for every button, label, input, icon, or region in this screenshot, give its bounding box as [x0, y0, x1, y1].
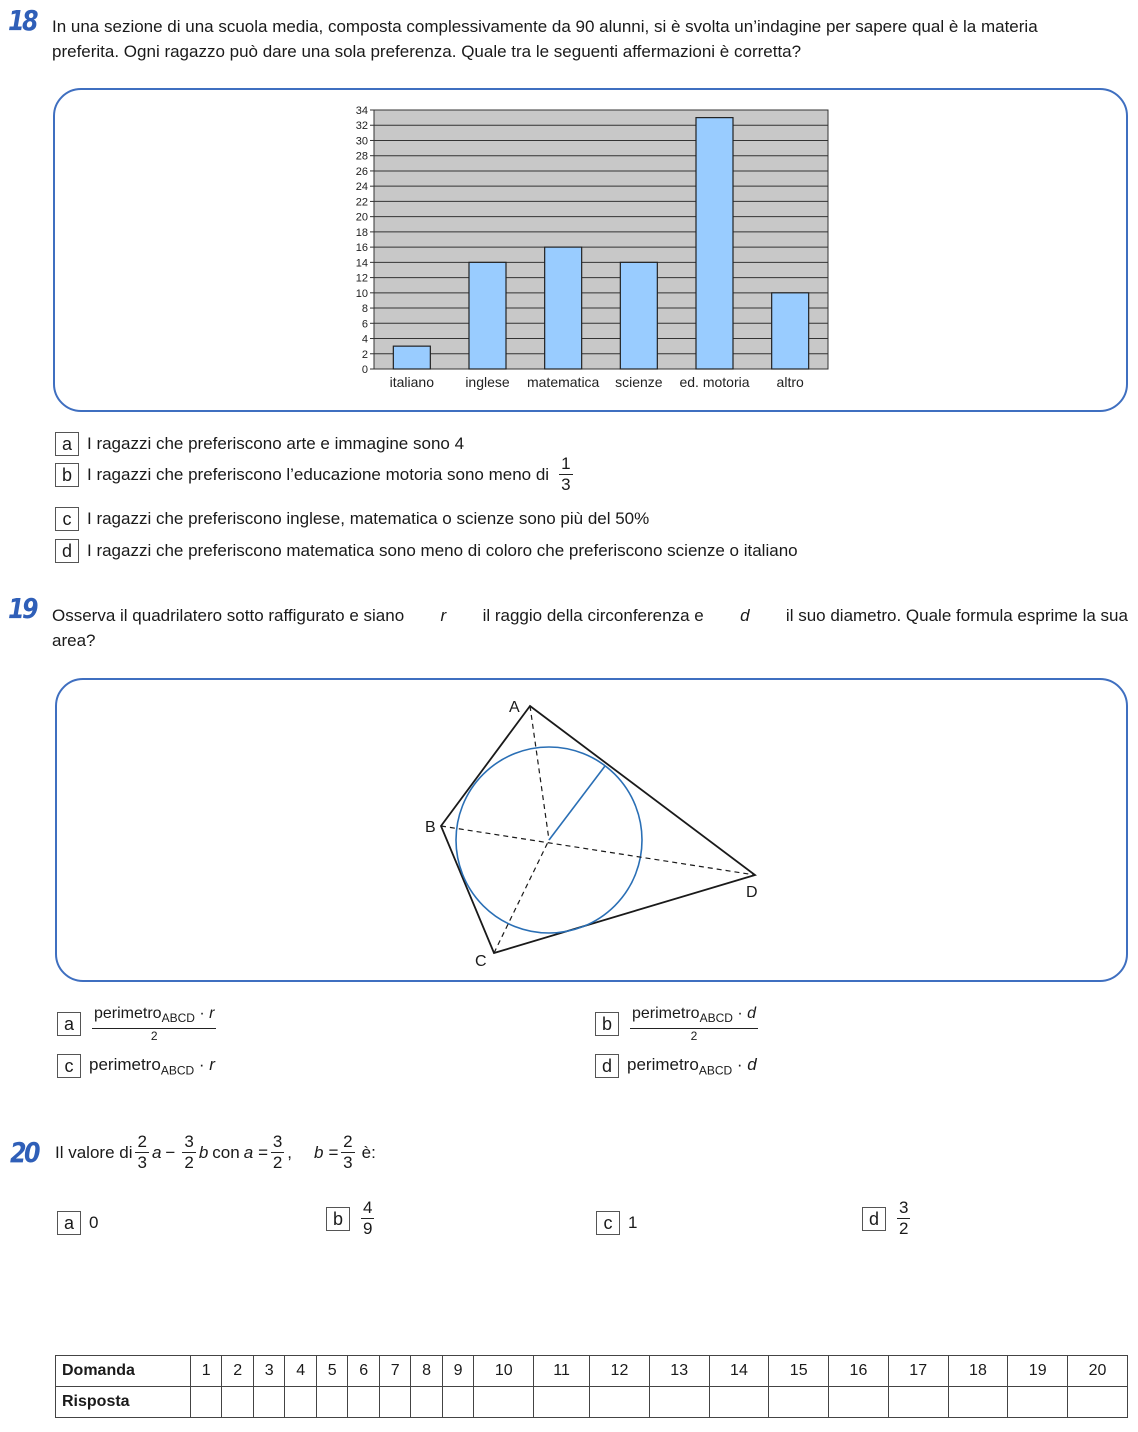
formula-var: d: [747, 1054, 757, 1074]
answer-cell[interactable]: [948, 1387, 1008, 1418]
formula-subscript: ABCD: [698, 1063, 733, 1078]
fraction-denominator: 2: [899, 1219, 909, 1238]
q20-option-b[interactable]: [326, 1198, 377, 1239]
answer-cell[interactable]: [534, 1387, 590, 1418]
option-letter-box: a: [57, 1012, 81, 1036]
x-category-label: scienze: [615, 374, 663, 390]
q19-var-d: d: [740, 606, 750, 625]
option-letter-box: a: [57, 1211, 81, 1235]
question-number-cell: 14: [709, 1356, 769, 1387]
option-fraction: [361, 1198, 374, 1239]
answer-cell[interactable]: [1008, 1387, 1068, 1418]
formula-subscript: ABCD: [160, 1063, 195, 1078]
question-number-cell: 3: [253, 1356, 284, 1387]
bar-italiano: [393, 346, 430, 369]
q20-prefix: Il valore di: [55, 1142, 133, 1162]
bisector-b: [441, 826, 755, 875]
bar-inglese: [469, 262, 506, 369]
formula-denominator: 2: [150, 1029, 158, 1044]
fraction-denominator: 3: [343, 1153, 353, 1172]
formula-dot: ·: [732, 1005, 748, 1022]
formula-denominator: 2: [690, 1029, 698, 1044]
answer-cell[interactable]: [222, 1387, 253, 1418]
y-tick-label: 20: [355, 211, 368, 224]
q20-fraction-2: [182, 1132, 195, 1173]
fraction-denominator: 3: [137, 1153, 147, 1172]
fraction-one-third: [559, 454, 572, 495]
geometry-panel: [55, 678, 1128, 982]
formula-dot: ·: [194, 1005, 210, 1022]
option-letter-box: b: [326, 1207, 350, 1231]
y-tick-label: 26: [355, 165, 368, 178]
formula-subscript: ABCD: [699, 1011, 733, 1026]
question-number-20: 20: [10, 1136, 39, 1169]
quadrilateral-abcd: [441, 706, 755, 953]
formula-numerator: [92, 1004, 216, 1029]
question-19-line-2: area?: [52, 631, 96, 650]
quadrilateral-figure: [57, 680, 1126, 980]
option-letter-box: b: [595, 1012, 619, 1036]
question-number-cell: 12: [590, 1356, 650, 1387]
question-18-text: [52, 14, 1132, 64]
formula-base: perimetro: [627, 1054, 699, 1074]
answer-cell[interactable]: [348, 1387, 379, 1418]
answer-cell[interactable]: [649, 1387, 709, 1418]
question-number-row: [56, 1356, 1128, 1387]
answer-cell[interactable]: [709, 1387, 769, 1418]
q20-option-c[interactable]: [596, 1211, 637, 1235]
question-number-cell: 20: [1068, 1356, 1128, 1387]
fraction-numerator: 3: [272, 1132, 283, 1151]
x-category-label: altro: [776, 374, 804, 390]
fraction-denominator: 3: [561, 475, 571, 494]
answer-grid: [55, 1355, 1128, 1418]
x-category-label: inglese: [465, 374, 510, 390]
y-tick-label: 28: [355, 150, 368, 163]
answer-cell[interactable]: [829, 1387, 889, 1418]
vertex-label-a: A: [509, 699, 520, 716]
fraction-denominator: 2: [184, 1153, 194, 1172]
vertex-label-c: C: [475, 953, 487, 970]
q20-comma: ,: [287, 1142, 293, 1162]
fraction-numerator: 2: [343, 1132, 353, 1151]
question-number-cell: 6: [348, 1356, 379, 1387]
answer-cell[interactable]: [590, 1387, 650, 1418]
question-number-cell: 16: [829, 1356, 889, 1387]
y-tick-label: 4: [361, 333, 368, 346]
question-number-cell: 15: [769, 1356, 829, 1387]
formula-base: perimetro: [632, 1005, 700, 1022]
q20-minus: −: [165, 1142, 176, 1162]
plot-area: [374, 110, 828, 369]
q20-fraction-4: [341, 1132, 354, 1173]
formula-fraction: [92, 1004, 216, 1043]
option-value: 1: [628, 1213, 638, 1232]
q20-b-equals: b =: [314, 1142, 339, 1162]
option-letter-box: c: [55, 507, 79, 531]
bar-altro: [772, 293, 809, 369]
question-number-cell: 9: [442, 1356, 473, 1387]
question-number-cell: 2: [222, 1356, 253, 1387]
fraction-numerator: 4: [363, 1198, 373, 1217]
formula: [89, 1055, 215, 1077]
bar-chart: [55, 90, 1126, 410]
q20-with: con: [212, 1142, 240, 1162]
question-18-line-1: In una sezione di una scuola media, composta complessivamente da 90 alunni, si è svolta un’indagine per sapere qual è la materia: [52, 17, 1038, 36]
option-letter-box: d: [595, 1054, 619, 1078]
question-19-line-1: [52, 603, 1128, 628]
q19-option-c[interactable]: [57, 1054, 215, 1078]
q20-fraction-1: [135, 1132, 148, 1173]
option-letter-box: c: [57, 1054, 81, 1078]
question-number-cell: 8: [411, 1356, 442, 1387]
bar-ed-motoria: [696, 118, 733, 369]
question-number-cell: 11: [534, 1356, 590, 1387]
vertex-label-b: B: [425, 819, 436, 836]
formula-var: d: [747, 1005, 757, 1022]
q19-text-part-3: il suo diametro. Quale formula esprime la sua: [785, 606, 1128, 625]
formula-subscript: ABCD: [161, 1011, 195, 1026]
formula-fraction: [630, 1004, 758, 1043]
option-value: 0: [89, 1213, 99, 1232]
option-letter-box: a: [55, 432, 79, 456]
chart-panel: [53, 88, 1128, 412]
x-category-label: italiano: [389, 374, 435, 390]
q19-text-part-2: il raggio della circonferenza e: [482, 606, 704, 625]
answer-cell[interactable]: [1068, 1387, 1128, 1418]
answer-cell[interactable]: [474, 1387, 534, 1418]
formula-var: r: [209, 1005, 215, 1022]
option-text: I ragazzi che preferiscono matematica sono meno di coloro che preferiscono scienze o italiano: [87, 541, 798, 560]
q19-option-a[interactable]: [57, 1004, 219, 1043]
vertex-label-d: D: [746, 884, 758, 901]
answer-cell[interactable]: [411, 1387, 442, 1418]
formula: [627, 1055, 757, 1077]
formula-dot: ·: [194, 1054, 210, 1074]
y-tick-label: 30: [355, 135, 368, 148]
option-letter-box: c: [596, 1211, 620, 1235]
q20-fraction-3: [271, 1132, 284, 1173]
fraction-denominator: 2: [272, 1153, 283, 1172]
answer-cell[interactable]: [285, 1387, 316, 1418]
y-tick-label: 16: [355, 242, 368, 255]
y-tick-label: 2: [361, 348, 368, 361]
answer-cell[interactable]: [888, 1387, 948, 1418]
question-number-cell: 13: [649, 1356, 709, 1387]
answer-cell[interactable]: [316, 1387, 347, 1418]
x-category-label: ed. motoria: [679, 374, 750, 390]
question-number-cell: 17: [888, 1356, 948, 1387]
fraction-denominator: 9: [363, 1219, 373, 1238]
answer-cell[interactable]: [769, 1387, 829, 1418]
option-letter-box: d: [55, 539, 79, 563]
option-text: I ragazzi che preferiscono l’educazione motoria sono meno di: [87, 464, 550, 484]
formula-base: perimetro: [89, 1054, 161, 1074]
q18-option-d[interactable]: [55, 539, 798, 563]
formula-base: perimetro: [94, 1005, 162, 1022]
q19-option-b[interactable]: [595, 1004, 761, 1043]
y-tick-label: 14: [355, 257, 368, 270]
fraction-numerator: 3: [184, 1132, 194, 1151]
y-tick-label: 32: [355, 120, 368, 133]
bisector-c: [494, 840, 549, 953]
question-number-cell: 10: [474, 1356, 534, 1387]
q20-option-d[interactable]: [862, 1198, 913, 1239]
question-20-text: [55, 1132, 376, 1173]
radius-segment: [549, 766, 605, 840]
q20-option-a[interactable]: [57, 1211, 98, 1235]
q18-option-c[interactable]: [55, 507, 649, 531]
bar-scienze: [620, 262, 657, 369]
answer-cell[interactable]: [253, 1387, 284, 1418]
question-number-cell: 4: [285, 1356, 316, 1387]
row-label-domanda: Domanda: [56, 1356, 191, 1387]
y-tick-label: 22: [355, 196, 368, 209]
question-19-text: [52, 603, 1132, 653]
y-tick-label: 6: [361, 318, 368, 331]
question-number-cell: 18: [948, 1356, 1008, 1387]
fraction-numerator: 1: [561, 454, 571, 473]
bar-matematica: [545, 247, 582, 369]
y-tick-label: 24: [355, 181, 368, 194]
option-fraction: [897, 1198, 910, 1239]
question-number-cell: 1: [191, 1356, 222, 1387]
answer-row: [56, 1387, 1128, 1418]
x-category-label: matematica: [526, 374, 600, 390]
q19-option-d[interactable]: [595, 1054, 757, 1078]
bisector-a: [530, 706, 549, 840]
formula-dot: ·: [732, 1054, 748, 1074]
q20-var-a: a: [151, 1142, 162, 1162]
y-tick-label: 0: [361, 364, 368, 376]
answer-cell[interactable]: [379, 1387, 410, 1418]
formula-numerator: [630, 1004, 758, 1029]
y-tick-label: 12: [355, 272, 368, 285]
formula-var: r: [209, 1054, 215, 1074]
option-text: I ragazzi che preferiscono inglese, matematica o scienze sono più del 50%: [87, 509, 650, 528]
fraction-numerator: 3: [899, 1198, 909, 1217]
question-number-cell: 5: [316, 1356, 347, 1387]
q20-var-b: b: [198, 1142, 209, 1162]
q18-option-b[interactable]: [55, 454, 576, 495]
question-number-cell: 19: [1008, 1356, 1068, 1387]
q18-option-a[interactable]: [55, 432, 464, 456]
y-tick-label: 34: [355, 105, 368, 117]
answer-cell[interactable]: [191, 1387, 222, 1418]
q19-text-part-1: Osserva il quadrilatero sotto raffigurato e siano: [52, 606, 405, 625]
question-18-line-2: preferita. Ogni ragazzo può dare una sola preferenza. Quale tra le seguenti affermazioni è corretta?: [52, 42, 802, 61]
question-number-19: 19: [8, 592, 37, 625]
q19-var-r: r: [440, 606, 447, 625]
y-tick-label: 18: [355, 226, 368, 239]
question-number-18: 18: [8, 4, 37, 37]
y-tick-label: 10: [355, 287, 368, 300]
option-letter-box: b: [55, 463, 79, 487]
q20-a-equals: a =: [243, 1142, 268, 1162]
answer-cell[interactable]: [442, 1387, 473, 1418]
option-letter-box: d: [862, 1207, 886, 1231]
question-number-cell: 7: [379, 1356, 410, 1387]
q20-suffix: è:: [361, 1142, 376, 1162]
fraction-numerator: 2: [137, 1132, 147, 1151]
option-text: I ragazzi che preferiscono arte e immagine sono 4: [87, 434, 465, 453]
row-label-risposta: Risposta: [56, 1387, 191, 1418]
y-tick-label: 8: [361, 303, 368, 316]
